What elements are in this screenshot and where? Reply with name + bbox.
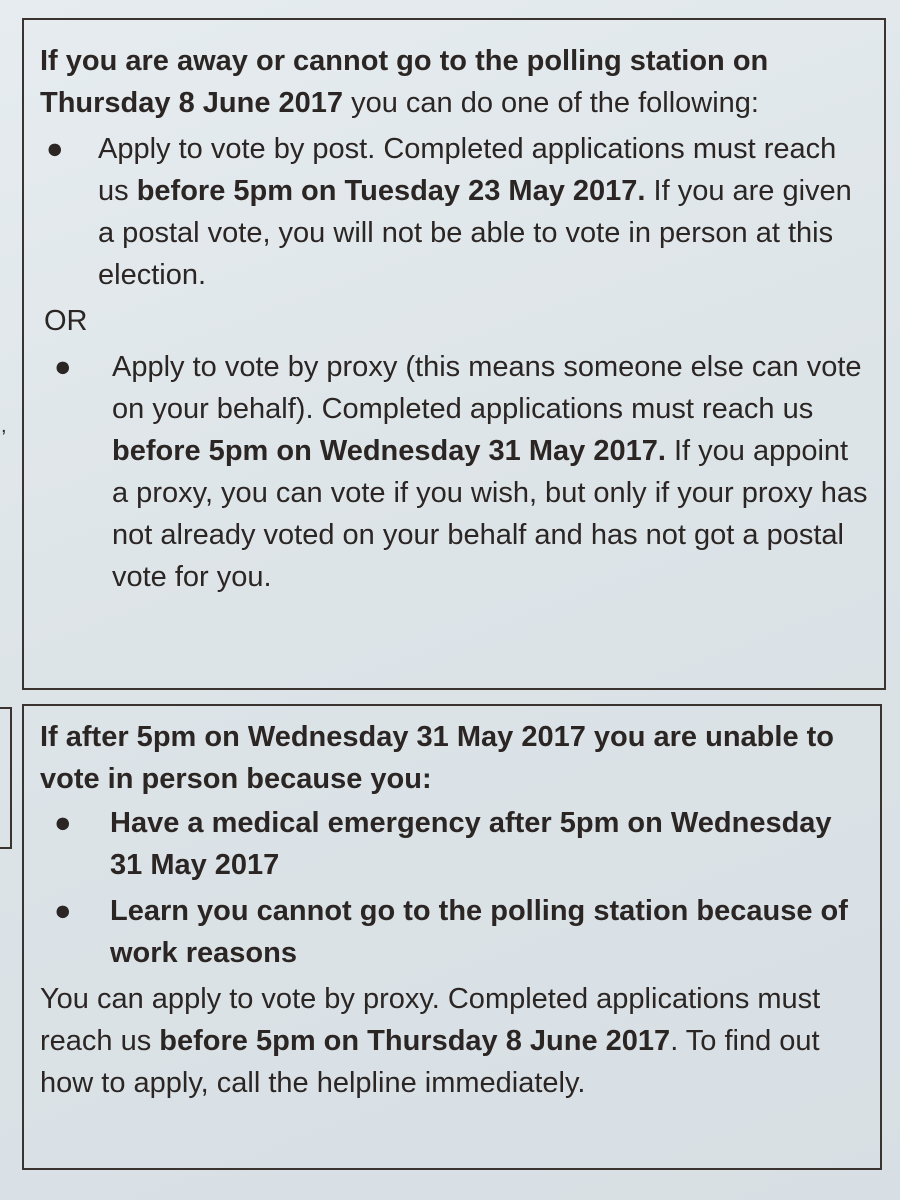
emergency-outro-deadline: before 5pm on Thursday 8 June 2017 [159, 1025, 671, 1057]
emergency-intro: If after 5pm on Wednesday 31 May 2017 you are unable to vote in person because you: [40, 721, 835, 795]
away-intro [40, 40, 870, 124]
work-reasons-item [40, 890, 866, 974]
away-intro-bold: If you are away or cannot go to the polling station on Thursday 8 June 2017 [40, 45, 769, 119]
medical-emergency-item [40, 802, 866, 886]
or-separator: OR [44, 305, 88, 337]
emergency-outro-b: . To find out how to apply, call the helpline immediately. [40, 1025, 820, 1099]
emergency-outro [40, 978, 866, 1104]
bullet-icon: ● [46, 133, 64, 165]
postal-vote-text-b: If you are given a postal vote, you will not be able to vote in person at this election. [98, 175, 852, 291]
away-intro-rest: you can do one of the following: [343, 87, 759, 119]
proxy-vote-item [40, 346, 870, 598]
work-reasons-text: Learn you cannot go to the polling station because of work reasons [110, 895, 848, 969]
away-options-box [22, 18, 886, 690]
emergency-proxy-box [22, 704, 882, 1170]
postal-vote-text-a: Apply to vote by post. Completed applications must reach us [98, 133, 837, 207]
bullet-icon: ● [54, 807, 72, 839]
proxy-vote-text [112, 346, 870, 598]
emergency-outro-a: You can apply to vote by proxy. Completed applications must reach us [40, 983, 821, 1057]
postal-vote-item [40, 128, 870, 296]
bullet-icon: ● [54, 895, 72, 927]
proxy-vote-text-a: Apply to vote by proxy (this means someone else can vote on your behalf). Completed applications must reach us [112, 351, 862, 425]
proxy-vote-text-b: If you appoint a proxy, you can vote if you wish, but only if your proxy has not already voted on your behalf and has not got a postal vote for you. [112, 435, 868, 593]
medical-emergency-text: Have a medical emergency after 5pm on Wednesday 31 May 2017 [110, 807, 832, 881]
margin-mark: , [1, 415, 7, 437]
bullet-icon: ● [54, 351, 72, 383]
adjacent-box-edge [0, 707, 12, 849]
postal-vote-text [98, 128, 870, 296]
proxy-vote-deadline: before 5pm on Wednesday 31 May 2017. [112, 435, 666, 467]
postal-vote-deadline: before 5pm on Tuesday 23 May 2017. [136, 175, 646, 207]
